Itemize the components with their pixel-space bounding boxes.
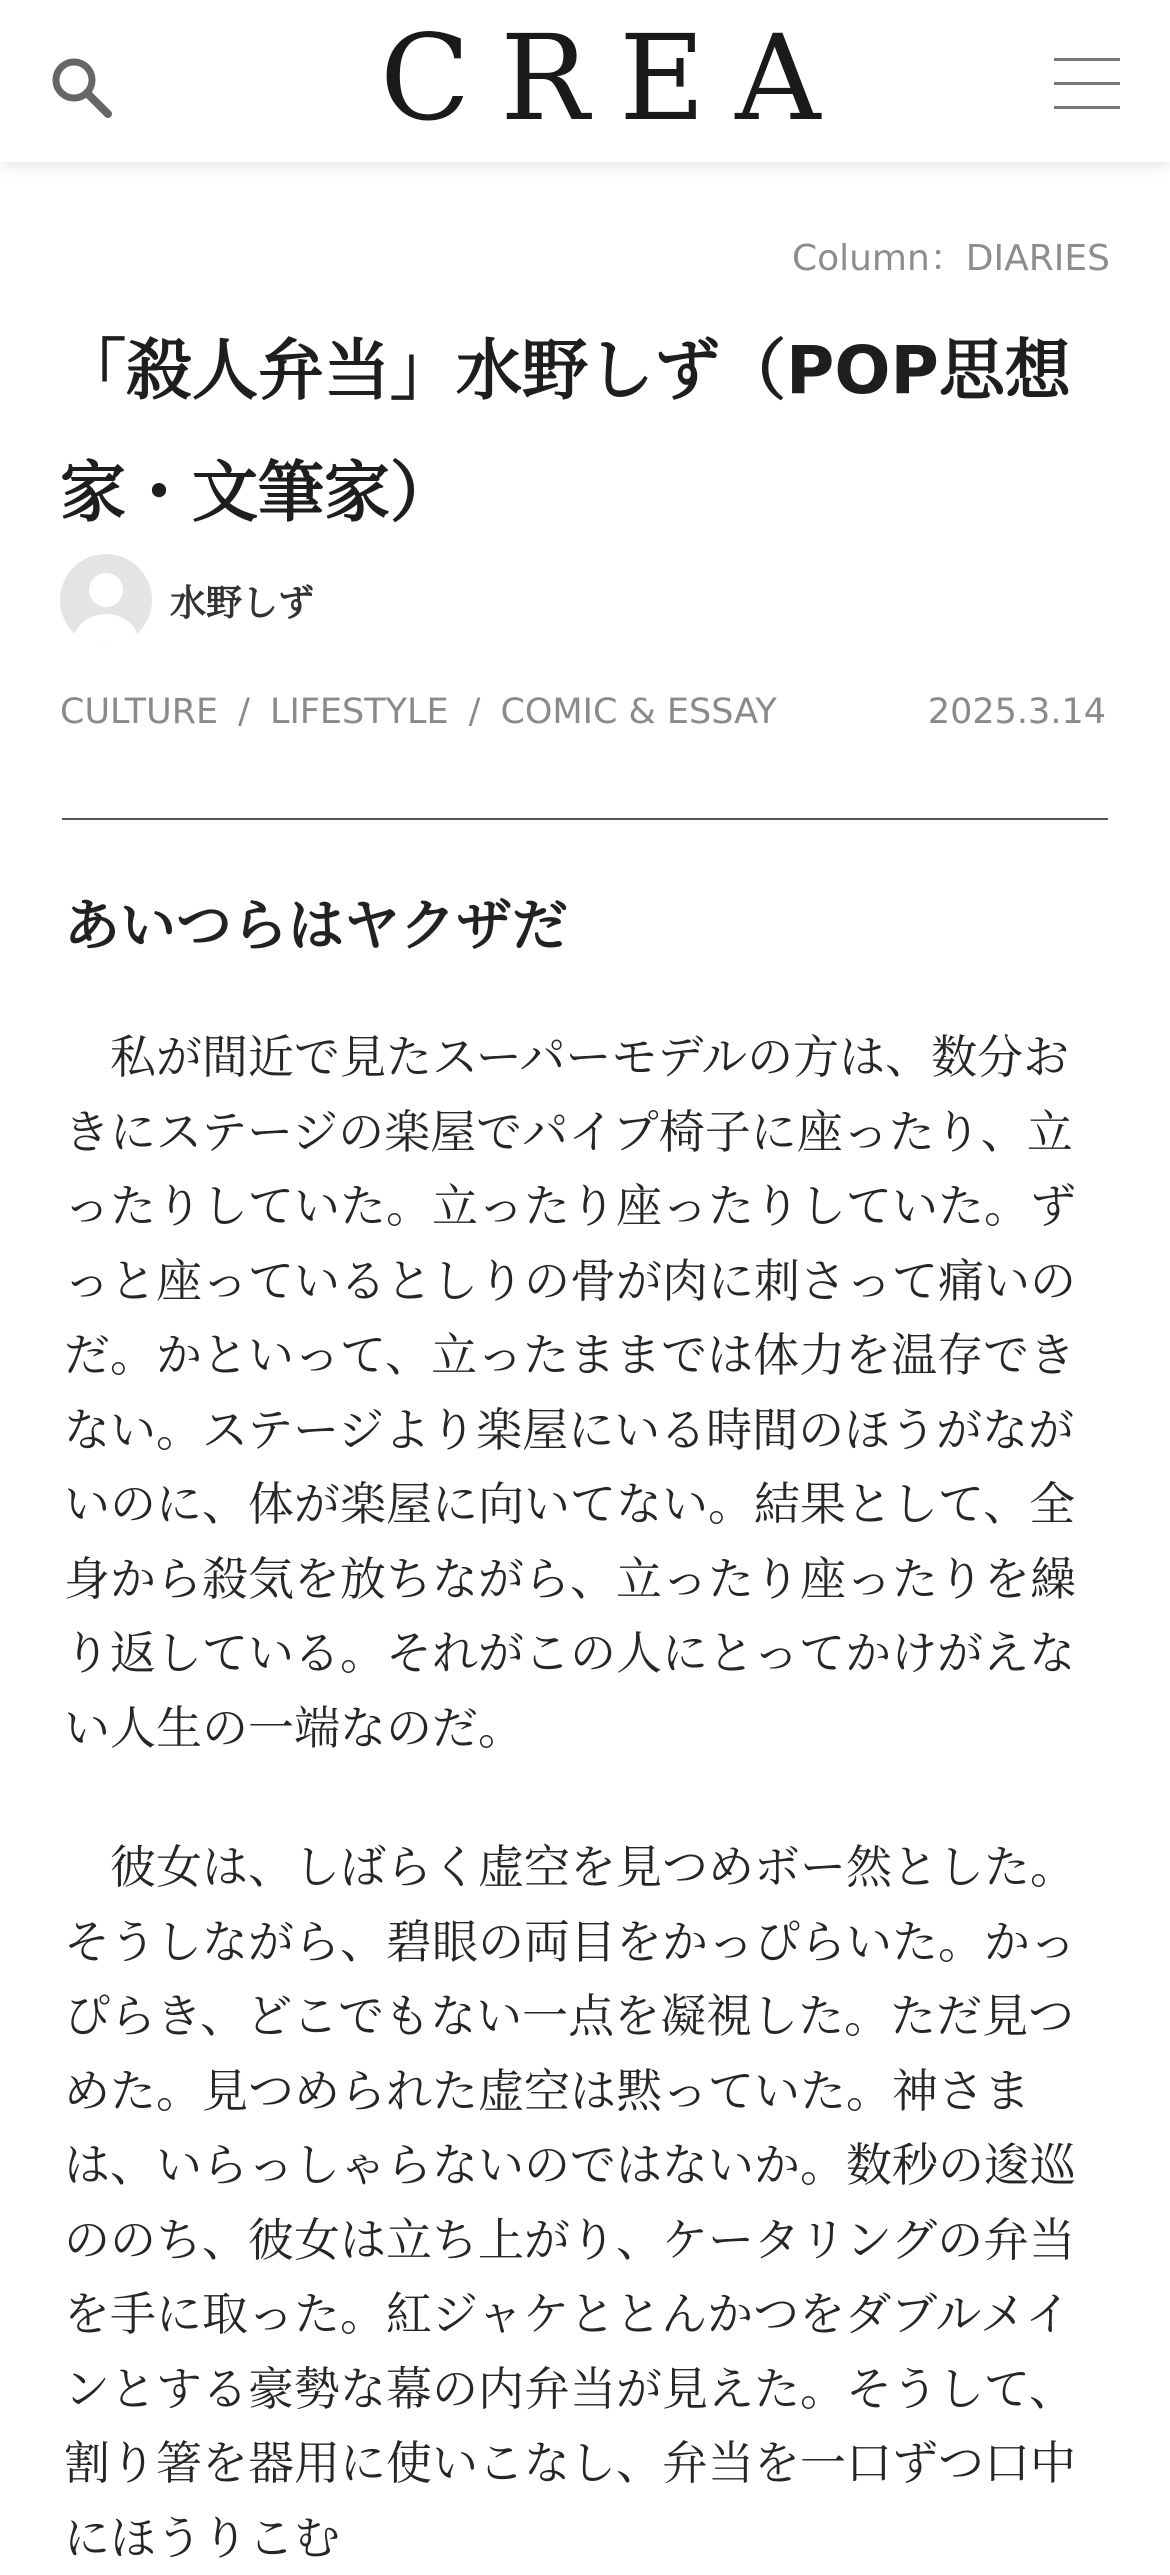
author-block[interactable] bbox=[60, 554, 314, 646]
article-title: 「殺人弁当」水野しず（POP思想家・文筆家） bbox=[60, 332, 1071, 531]
column-label[interactable]: Column：DIARIES bbox=[791, 238, 1110, 279]
section-heading: あいつらはヤクザだ bbox=[64, 894, 568, 959]
tag-lifestyle[interactable]: LIFESTYLE bbox=[269, 692, 449, 732]
category-tags bbox=[60, 692, 777, 732]
tag-culture[interactable]: CULTURE bbox=[60, 692, 219, 732]
article-paragraph: 彼女は、しばらく虚空を見つめボー然とした。そうしながら、碧眼の両目をかっぴらいた。かっぴらき、どこでもない一点を凝視した。ただ見つめた。見つめられた虚空は黙っていた。神さまは、いらっしゃらないのではないか。数秒の逡巡ののち、彼女は立ち上がり、ケータリングの弁当を手に取った。紅ジャケととんかつをダブルメインとする豪勢な幕の内弁当が見えた。そうして、割り箸を器用に使いこなし、弁当を一口ずつ口中にほうりこむ bbox=[64, 1840, 1076, 2565]
menu-button[interactable] bbox=[1054, 56, 1122, 112]
publish-date: 2025.3.14 bbox=[927, 692, 1106, 732]
search-icon bbox=[46, 52, 116, 122]
tag-comic-essay[interactable]: COMIC & ESSAY bbox=[500, 692, 777, 732]
tag-separator: / bbox=[468, 692, 481, 732]
site-logo[interactable]: CREA bbox=[380, 9, 851, 147]
site-header bbox=[0, 0, 1170, 162]
tag-separator: / bbox=[238, 692, 250, 732]
search-button[interactable] bbox=[46, 52, 116, 122]
default-avatar-icon bbox=[60, 554, 152, 646]
author-name: 水野しず bbox=[170, 582, 315, 624]
divider bbox=[62, 818, 1108, 820]
article-paragraph: 私が間近で見たスーパーモデルの方は、数分おきにステージの楽屋でパイプ椅子に座ったり、立ったりしていた。立ったり座ったりしていた。ずっと座っているとしりの骨が肉に刺さって痛いのだ。かといって、立ったままでは体力を温存できない。ステージより楽屋にいる時間のほうがながいのに、体が楽屋に向いてない。結果として、全身から殺気を放ちながら、立ったり座ったりを繰り返している。それがこの人にとってかけがえない人生の一端なのだ。 bbox=[64, 1030, 1076, 1755]
